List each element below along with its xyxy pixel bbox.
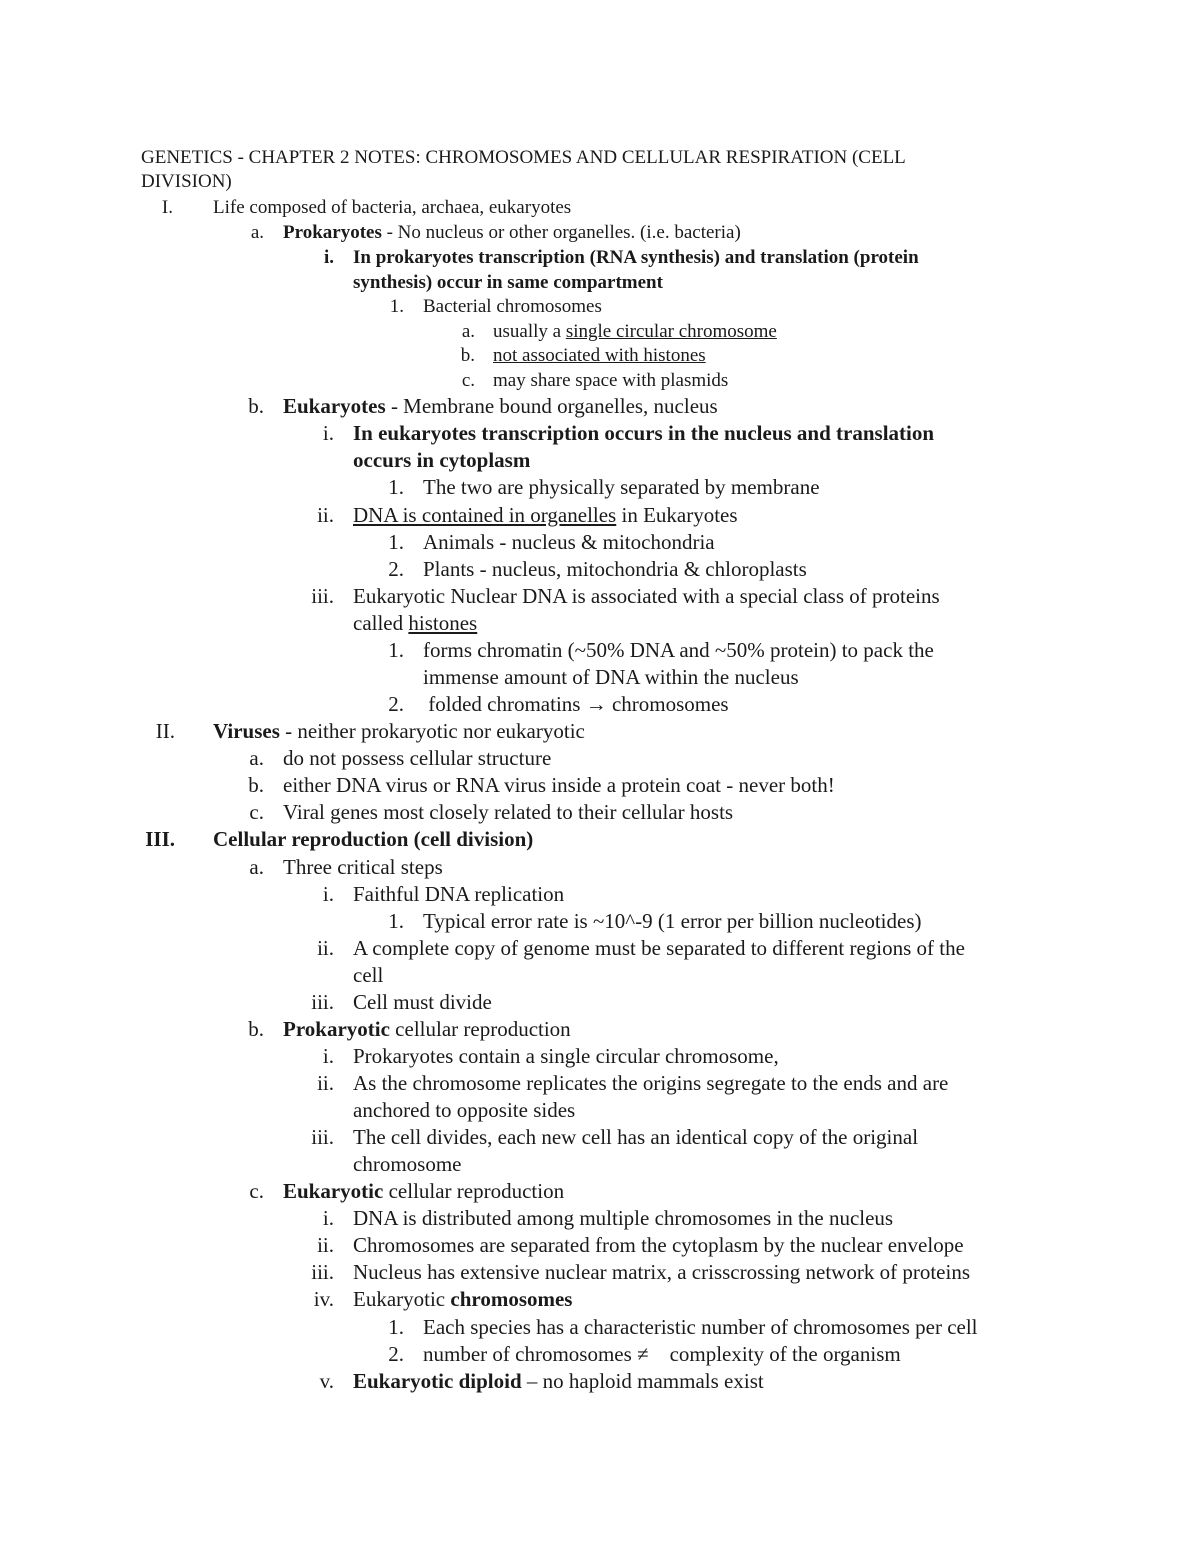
outline-marker: iii.	[311, 1260, 334, 1284]
list-item: Three critical steps	[283, 855, 443, 879]
prokaryote-transcription-line-1: In prokaryotes transcription (RNA synthesis) and translation (protein	[353, 247, 919, 268]
list-item: The cell divides, each new cell has an identical copy of the original	[353, 1125, 919, 1149]
outline-marker: iii.	[311, 584, 334, 608]
outline-marker: c.	[249, 1179, 264, 1203]
bacterial-chromosomes: Bacterial chromosomes	[423, 296, 602, 317]
item-rest: – no haploid mammals exist	[521, 1369, 764, 1393]
list-item: either DNA virus or RNA virus inside a protein coat - never both!	[283, 773, 835, 797]
list-item: Chromosomes are separated from the cytoplasm by the nuclear envelope	[353, 1233, 964, 1257]
term-chromosomes: chromosomes	[450, 1287, 573, 1311]
list-item: chromosome	[353, 1152, 462, 1176]
outline-marker: b.	[248, 773, 264, 797]
outline-marker: b.	[248, 394, 264, 418]
doc-title-line-1: GENETICS - CHAPTER 2 NOTES: CHROMOSOMES AND CELLULAR RESPIRATION (CELL	[141, 147, 906, 168]
section-cellular-reproduction: Cellular reproduction (cell division)	[213, 827, 534, 851]
outline-marker: v.	[319, 1369, 334, 1393]
list-item: cell	[353, 963, 384, 987]
outline-marker: iii.	[311, 990, 334, 1014]
list-item: DNA is distributed among multiple chromosomes in the nucleus	[353, 1206, 894, 1230]
underlined-text: single circular chromosome	[565, 321, 777, 342]
outline-marker: a.	[461, 321, 475, 342]
list-item: Eukaryotic Nuclear DNA is associated with a special class of proteins	[353, 584, 940, 608]
list-item: Viral genes most closely related to their cellular hosts	[283, 800, 734, 824]
outline-marker: iii.	[311, 1125, 334, 1149]
item-rest: - neither prokaryotic nor eukaryotic	[279, 719, 585, 743]
term-prokaryotic: Prokaryotic	[283, 1017, 390, 1041]
eukaryote-transcription-line-1: In eukaryotes transcription occurs in the nucleus and translation	[353, 421, 935, 445]
outline-marker: ii.	[317, 1233, 334, 1257]
outline-marker: 1.	[388, 638, 404, 662]
outline-marker: 1.	[388, 475, 404, 499]
list-item: do not possess cellular structure	[283, 746, 552, 770]
outline-marker: a.	[249, 855, 264, 879]
sub-item-pre: usually a	[493, 321, 566, 342]
outline-marker: i.	[322, 421, 334, 445]
outline-marker: i.	[322, 1206, 334, 1230]
list-item: Nucleus has extensive nuclear matrix, a crisscrossing network of proteins	[353, 1260, 970, 1284]
item-eukaryotes	[283, 396, 718, 417]
outline-marker: a.	[250, 222, 264, 243]
outline-marker: c.	[461, 370, 475, 391]
item-rest: cellular reproduction	[389, 1017, 571, 1041]
list-item	[353, 1289, 572, 1310]
list-item: forms chromatin (~50% DNA and ~50% protein) to pack the	[423, 638, 934, 662]
outline-marker: III.	[145, 827, 175, 851]
outline-marker: II.	[155, 719, 175, 743]
sub-item	[493, 322, 777, 341]
term-eukaryotic-diploid: Eukaryotic diploid	[353, 1369, 522, 1393]
outline-marker: b.	[248, 1017, 264, 1041]
outline-marker: i.	[322, 1044, 334, 1068]
list-item: A complete copy of genome must be separated to different regions of the	[353, 936, 965, 960]
outline-marker: ii.	[317, 1071, 334, 1095]
term-viruses: Viruses	[213, 719, 280, 743]
list-item	[283, 1181, 564, 1202]
outline-marker: ii.	[317, 936, 334, 960]
outline-marker: ii.	[317, 503, 334, 527]
section-1-text: Life composed of bacteria, archaea, eukaryotes	[213, 197, 572, 218]
outline-marker: i.	[322, 882, 334, 906]
item-rest: - No nucleus or other organelles. (i.e. bacteria)	[381, 222, 741, 243]
item-rest: - Membrane bound organelles, nucleus	[385, 394, 718, 418]
outline-marker: I.	[161, 197, 173, 218]
list-item: Faithful DNA replication	[353, 882, 565, 906]
outline-marker: iv.	[313, 1287, 334, 1311]
list-item: number of chromosomes ≠ complexity of the organism	[423, 1342, 901, 1366]
prokaryote-transcription-line-2: synthesis) occur in same compartment	[353, 272, 663, 293]
eukaryote-transcription-line-2: occurs in cytoplasm	[353, 448, 531, 472]
list-item	[353, 505, 738, 526]
underlined-text: not associated with histones	[493, 345, 706, 366]
outline-marker: 2.	[388, 1342, 404, 1366]
list-item: anchored to opposite sides	[353, 1098, 576, 1122]
list-item	[283, 1019, 571, 1040]
item-pre: Eukaryotic	[353, 1287, 451, 1311]
outline-marker: i.	[323, 247, 334, 268]
list-item: folded chromatins → chromosomes	[423, 692, 729, 716]
list-item: Plants - nucleus, mitochondria & chloroplasts	[423, 557, 807, 581]
list-item: Cell must divide	[353, 990, 492, 1014]
list-item: Prokaryotes contain a single circular chromosome,	[353, 1044, 779, 1068]
outline-marker: 2.	[388, 557, 404, 581]
outline-marker: 2.	[388, 692, 404, 716]
list-item: immense amount of DNA within the nucleus	[423, 665, 799, 689]
outline-marker: 1.	[388, 909, 404, 933]
outline-marker: 1.	[388, 1315, 404, 1339]
outline-marker: 1.	[389, 296, 404, 317]
item-prokaryotes	[283, 223, 741, 242]
term-eukaryotic: Eukaryotic	[283, 1179, 384, 1203]
section-viruses	[213, 721, 585, 742]
item-pre: called	[353, 611, 409, 635]
list-item	[353, 613, 477, 634]
doc-title-line-2: DIVISION)	[141, 171, 232, 192]
list-item: Animals - nucleus & mitochondria	[423, 530, 715, 554]
list-item	[353, 1371, 764, 1392]
outline-marker: b.	[460, 345, 475, 366]
list-item: Typical error rate is ~10^-9 (1 error per billion nucleotides)	[423, 909, 922, 933]
item-rest: in Eukaryotes	[616, 503, 738, 527]
list-item: The two are physically separated by membrane	[423, 475, 820, 499]
list-item: Each species has a characteristic number of chromosomes per cell	[423, 1315, 978, 1339]
outline-marker: a.	[249, 746, 264, 770]
underlined-text: histones	[408, 611, 478, 635]
underlined-text: DNA is contained in organelles	[353, 503, 617, 527]
term-prokaryotes: Prokaryotes	[283, 222, 382, 243]
outline-marker: c.	[249, 800, 264, 824]
sub-item: may share space with plasmids	[493, 370, 729, 391]
term-eukaryotes: Eukaryotes	[283, 394, 386, 418]
item-rest: cellular reproduction	[383, 1179, 565, 1203]
list-item: As the chromosome replicates the origins segregate to the ends and are	[353, 1071, 949, 1095]
outline-marker: 1.	[388, 530, 404, 554]
